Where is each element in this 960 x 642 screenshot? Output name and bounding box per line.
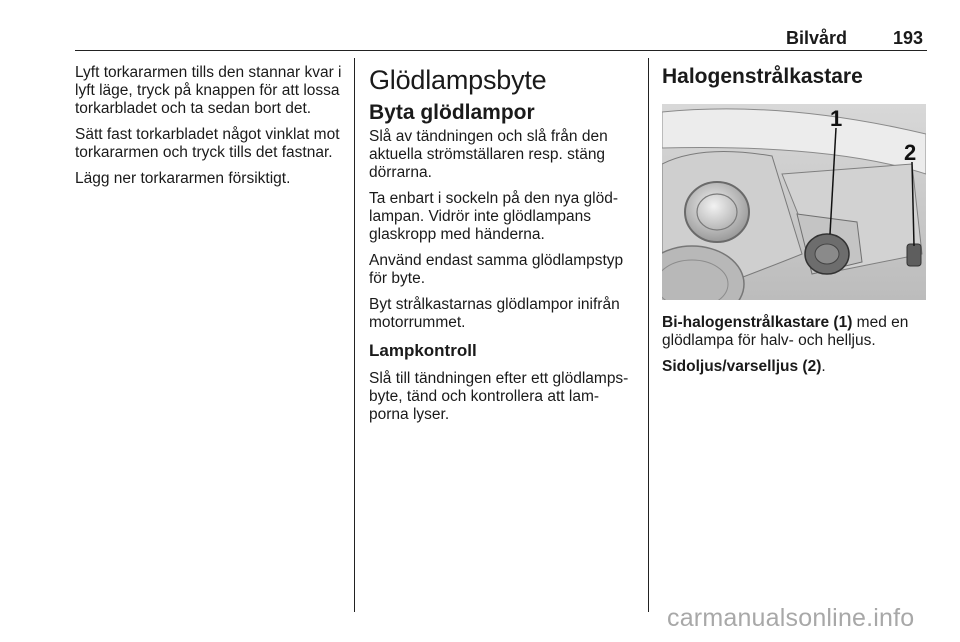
halogen-heading: Halogenstrålkastare (662, 65, 863, 88)
lens-cap (685, 182, 749, 242)
bulb-center (815, 244, 839, 264)
caption-text: . (821, 358, 826, 375)
paragraph: Använd endast samma glödlampstyp för byte. (369, 252, 624, 287)
caption-bi-halogen (662, 314, 930, 350)
paragraph: Slå till tändningen efter ett glödlamps-byte, tänd och kontrollera att lam-porna lyser. (369, 370, 629, 423)
paragraph: Ta enbart i sockeln på den nya glöd-lampan. Vidrör inte glödlampans glaskropp med händerna. (369, 190, 619, 243)
paragraph: Lyft torkararmen tills den stannar kvar i lyft läge, tryck på knappen för att lossa torkarbladet och ta sedan bort det. (75, 64, 342, 117)
callout-1: 1 (830, 106, 843, 131)
column-divider-2 (648, 58, 649, 612)
chapter-title: Bilvård (785, 28, 847, 48)
column-2 (369, 64, 637, 432)
header-rule (75, 50, 927, 51)
paragraph: Sätt fast torkarbladet något vinklat mot torkararmen och tryck tills det fastnar. (75, 126, 340, 161)
callout-2: 2 (904, 140, 917, 165)
paragraph: Lägg ner torkararmen försiktigt. (75, 170, 291, 187)
paragraph: Slå av tändningen och slå från den aktuella strömställaren resp. stäng dörrarna. (369, 128, 608, 181)
watermark: carmanualsonline.info (667, 604, 915, 632)
column-1 (75, 64, 347, 196)
subsection-title: Byta glödlampor (369, 101, 535, 124)
paragraph: Byt strålkastarnas glödlampor inifrån motorrummet. (369, 296, 620, 331)
caption-side-light (662, 358, 930, 376)
caption-text: med en glödlampa för halv- och helljus. (662, 314, 909, 349)
section-title: Glödlampsbyte (369, 65, 547, 95)
side-light-bulb (907, 244, 921, 266)
caption-bold: Sidoljus/varselljus (2) (662, 358, 822, 375)
lampkontroll-heading: Lampkontroll (369, 341, 477, 360)
column-divider-1 (354, 58, 355, 612)
column-3 (662, 64, 930, 384)
page-number: 193 (892, 28, 923, 48)
caption-bold: Bi-halogenstrålkastare (1) (662, 314, 853, 331)
page-header (75, 24, 925, 50)
headlamp-illustration (662, 104, 926, 300)
